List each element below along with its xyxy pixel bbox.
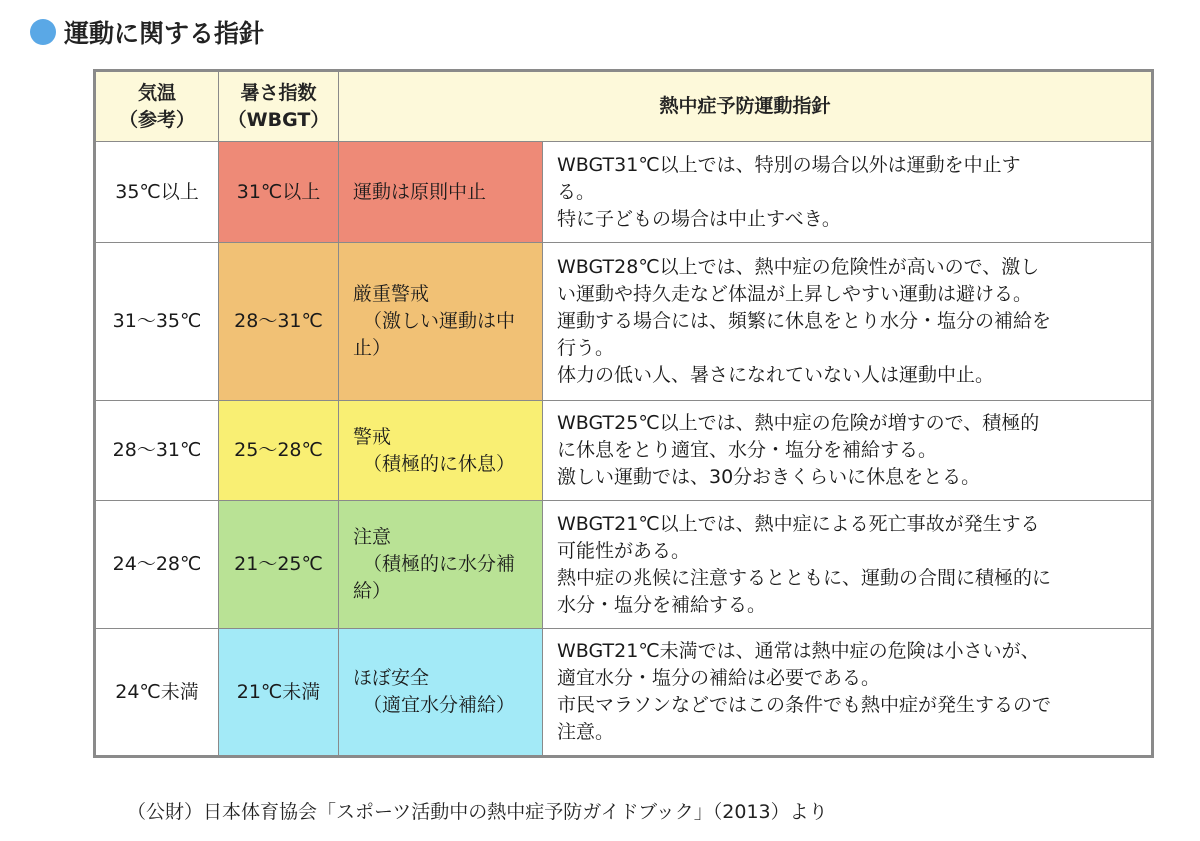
level-note: （積極的に休息） xyxy=(363,452,516,475)
header-temperature-label: 気温 xyxy=(137,81,176,104)
bullet-circle-icon xyxy=(30,19,56,45)
description-line: 激しい運動では、30分おきくらいに休息をとる。 xyxy=(557,466,981,488)
header-wbgt-note: （WBGT） xyxy=(227,108,330,131)
temperature-cell: 24℃未満 xyxy=(95,629,219,757)
table-row xyxy=(95,142,1153,243)
level-note-continued: 給） xyxy=(353,580,392,602)
description-line: る。 xyxy=(557,180,596,203)
description-line: WBGT31℃以上では、特別の場合以外は運動を中止す xyxy=(557,153,1021,176)
table-row xyxy=(95,629,1153,757)
description-line: 水分・塩分を補給する。 xyxy=(557,593,767,616)
description-cell xyxy=(543,142,1153,243)
exercise-guideline-table xyxy=(93,69,1154,758)
description-line: 運動する場合には、頻繁に休息をとり水分・塩分の補給を xyxy=(557,310,1052,332)
level-cell xyxy=(339,243,543,401)
description-line: 特に子どもの場合は中止すべき。 xyxy=(557,207,841,230)
wbgt-cell: 21℃未満 xyxy=(219,629,339,757)
level-note: （積極的に水分補 xyxy=(363,553,516,575)
header-temperature xyxy=(95,71,219,142)
description-line: WBGT21℃未満では、通常は熱中症の危険は小さいが、 xyxy=(557,640,1040,662)
temperature-cell: 31～35℃ xyxy=(95,243,219,401)
wbgt-cell: 31℃以上 xyxy=(219,142,339,243)
table-row xyxy=(95,243,1153,401)
level-cell xyxy=(339,401,543,501)
header-temperature-note: （参考） xyxy=(118,108,195,131)
level-title: ほぼ安全 xyxy=(353,667,430,689)
description-line: 注意。 xyxy=(557,721,615,743)
section-title: 運動に関する指針 xyxy=(64,19,265,48)
level-cell xyxy=(339,142,543,243)
description-cell xyxy=(543,401,1153,501)
temperature-cell: 28～31℃ xyxy=(95,401,219,501)
description-line: 適宜水分・塩分の補給は必要である。 xyxy=(557,667,881,689)
description-line: WBGT28℃以上では、熱中症の危険性が高いので、激し xyxy=(557,256,1040,278)
description-line: 行う。 xyxy=(557,337,615,359)
source-citation: （公財）日本体育協会「スポーツ活動中の熱中症予防ガイドブック」（2013）より xyxy=(127,801,828,823)
description-cell xyxy=(543,501,1153,629)
level-note-continued: 止） xyxy=(353,337,392,359)
wbgt-cell: 25～28℃ xyxy=(219,401,339,501)
level-title: 注意 xyxy=(353,526,392,548)
section-heading xyxy=(30,14,264,50)
level-cell xyxy=(339,629,543,757)
description-cell xyxy=(543,243,1153,401)
description-line: 可能性がある。 xyxy=(557,539,691,562)
header-wbgt xyxy=(219,71,339,142)
level-title: 警戒 xyxy=(353,425,392,448)
level-title: 運動は原則中止 xyxy=(353,180,487,203)
wbgt-cell: 21～25℃ xyxy=(219,501,339,629)
description-line: WBGT21℃以上では、熱中症による死亡事故が発生する xyxy=(557,512,1040,535)
table-row xyxy=(95,501,1153,629)
description-cell xyxy=(543,629,1153,757)
description-line: 体力の低い人、暑さになれていない人は運動中止。 xyxy=(557,364,995,386)
description-line: 市民マラソンなどではこの条件でも熱中症が発生するので xyxy=(557,694,1052,716)
wbgt-cell: 28～31℃ xyxy=(219,243,339,401)
description-line: WBGT25℃以上では、熱中症の危険が増すので、積極的 xyxy=(557,412,1040,434)
description-line: い運動や持久走など体温が上昇しやすい運動は避ける。 xyxy=(557,283,1033,305)
description-line: に休息をとり適宜、水分・塩分を補給する。 xyxy=(557,439,938,461)
table-header-row xyxy=(95,71,1153,142)
header-wbgt-label: 暑さ指数 xyxy=(240,81,317,104)
table-row xyxy=(95,401,1153,501)
level-cell xyxy=(339,501,543,629)
level-note: （適宜水分補給） xyxy=(363,694,516,716)
header-guideline: 熱中症予防運動指針 xyxy=(339,71,1153,142)
temperature-cell: 24～28℃ xyxy=(95,501,219,629)
description-line: 熱中症の兆候に注意するとともに、運動の合間に積極的に xyxy=(557,566,1052,589)
level-title: 厳重警戒 xyxy=(353,283,430,305)
temperature-cell: 35℃以上 xyxy=(95,142,219,243)
level-note: （激しい運動は中 xyxy=(363,310,516,332)
